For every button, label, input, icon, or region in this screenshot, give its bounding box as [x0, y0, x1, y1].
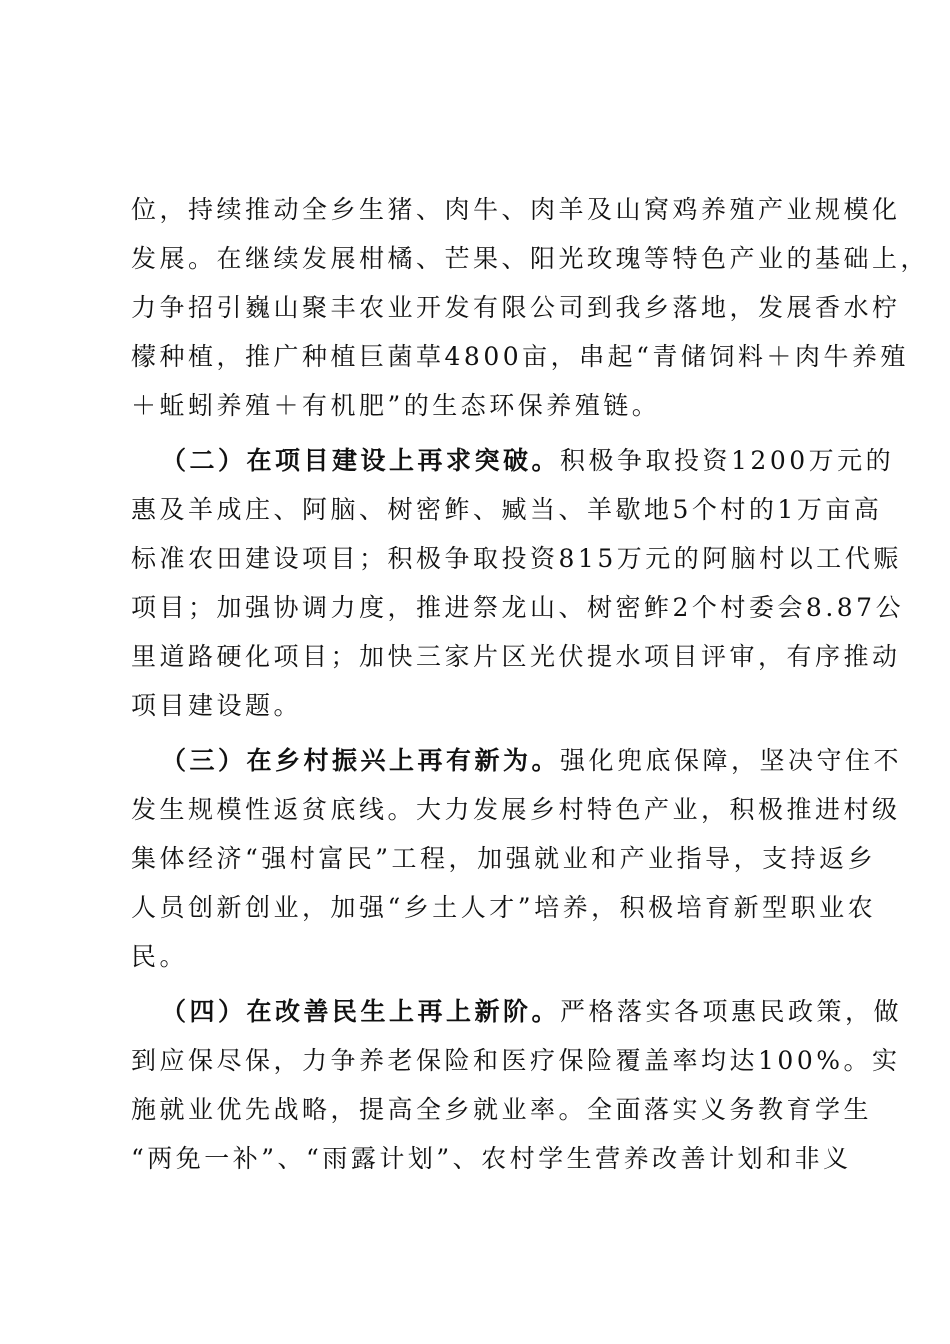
- text-line: 人员创新创业，加强“乡土人才”培养，积极培育新型职业农: [131, 893, 877, 922]
- paragraph-project-construction: [131, 436, 905, 730]
- text-run: 严格落实各项惠民政策，做: [560, 997, 903, 1026]
- section-heading: （四）在改善民生上再上新阶。: [161, 997, 561, 1026]
- section-heading: （三）在乡村振兴上再有新为。: [161, 746, 561, 775]
- section-heading: （二）在项目建设上再求突破。: [161, 446, 561, 475]
- text-run: 强化兜底保障，坚决守住不: [560, 746, 903, 775]
- paragraph-rural-revitalization: [131, 736, 903, 981]
- document-body: [131, 185, 930, 1189]
- text-line: 项目建设题。: [131, 691, 303, 720]
- paragraph-livelihood: [131, 987, 903, 1183]
- text-line: 民。: [131, 942, 189, 971]
- text-line: 到应保尽保，力争养老保险和医疗保险覆盖率均达100%。实: [131, 1046, 901, 1075]
- text-line: 位，持续推动全乡生猪、肉牛、肉羊及山窝鸡养殖产业规模化: [131, 195, 901, 224]
- text-line: 标准农田建设项目；积极争取投资815万元的阿脑村以工代赈: [131, 544, 902, 573]
- paragraph-livestock: [131, 185, 930, 430]
- text-line: ＋蚯蚓养殖＋有机肥”的生态环保养殖链。: [131, 391, 661, 420]
- text-line: 力争招引巍山聚丰农业开发有限公司到我乡落地，发展香水柠: [131, 293, 901, 322]
- text-line: 项目；加强协调力度，推进祭龙山、树密鲊2个村委会8.87公: [131, 593, 905, 622]
- text-line: 集体经济“强村富民”工程，加强就业和产业指导，支持返乡: [131, 844, 877, 873]
- text-line: 惠及羊成庄、阿脑、树密鲊、臧当、羊歇地5个村的1万亩高: [131, 495, 883, 524]
- text-line: 檬种植，推广种植巨菌草4800亩，串起“青储饲料＋肉牛养殖: [131, 342, 909, 371]
- paragraph-first-line: [131, 987, 903, 1036]
- paragraph-first-line: [131, 436, 895, 485]
- text-run: 积极争取投资1200万元的: [560, 446, 895, 475]
- text-line: 发生规模性返贫底线。大力发展乡村特色产业，积极推进村级: [131, 795, 901, 824]
- text-line: “两免一补”、“雨露计划”、农村学生营养改善计划和非义: [131, 1144, 852, 1173]
- text-line: 里道路硬化项目；加快三家片区光伏提水项目评审，有序推动: [131, 642, 901, 671]
- text-line: 施就业优先战略，提高全乡就业率。全面落实义务教育学生: [131, 1095, 873, 1124]
- paragraph-first-line: [131, 736, 903, 785]
- text-line: 发展。在继续发展柑橘、芒果、阳光玫瑰等特色产业的基础上，: [131, 244, 930, 273]
